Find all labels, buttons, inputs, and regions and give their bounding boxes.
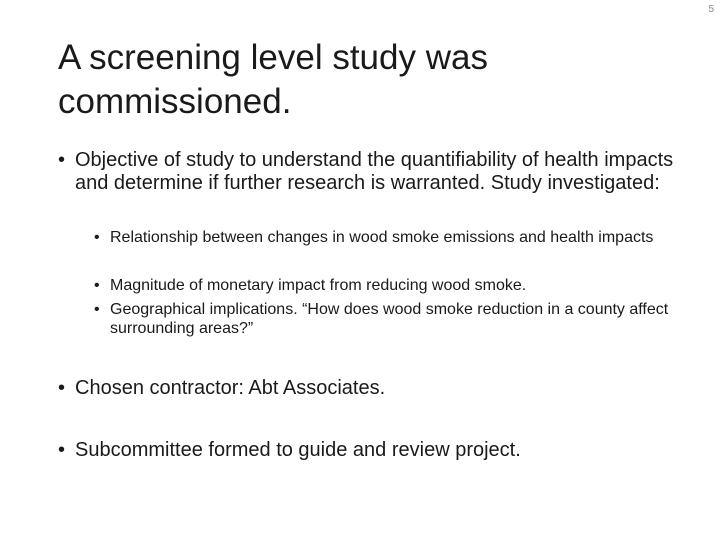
slide-title: A screening level study was commissioned. bbox=[58, 38, 488, 121]
sub-bullet-geographical-text: Geographical implications. “How does wood smoke reduction in a county affect surrounding areas?” bbox=[110, 301, 669, 337]
sub-bullet-marker: • bbox=[94, 301, 100, 318]
bullet-marker: • bbox=[58, 439, 66, 461]
bullet-contractor-text: Chosen contractor: Abt Associates. bbox=[75, 377, 386, 399]
sub-bullet-relationship bbox=[94, 228, 674, 247]
sub-bullet-relationship-text: Relationship between changes in wood smoke emissions and health impacts bbox=[110, 229, 654, 246]
sub-bullet-marker: • bbox=[94, 277, 100, 294]
sub-bullet-marker: • bbox=[94, 229, 100, 246]
bullet-marker: • bbox=[58, 149, 66, 171]
bullet-marker: • bbox=[58, 377, 66, 399]
bullet-objective-text: Objective of study to understand the quantifiability of health impacts and determine if further research is warranted. Study investigated: bbox=[75, 149, 674, 194]
bullet-subcommittee bbox=[58, 439, 678, 462]
bullet-subcommittee-text: Subcommittee formed to guide and review project. bbox=[75, 439, 521, 461]
bullet-objective bbox=[58, 149, 678, 195]
sub-bullet-magnitude bbox=[94, 276, 674, 295]
page-number: 5 bbox=[708, 4, 714, 15]
sub-bullet-magnitude-text: Magnitude of monetary impact from reducing wood smoke. bbox=[110, 277, 527, 294]
sub-bullet-geographical bbox=[94, 300, 674, 338]
bullet-contractor bbox=[58, 377, 678, 400]
